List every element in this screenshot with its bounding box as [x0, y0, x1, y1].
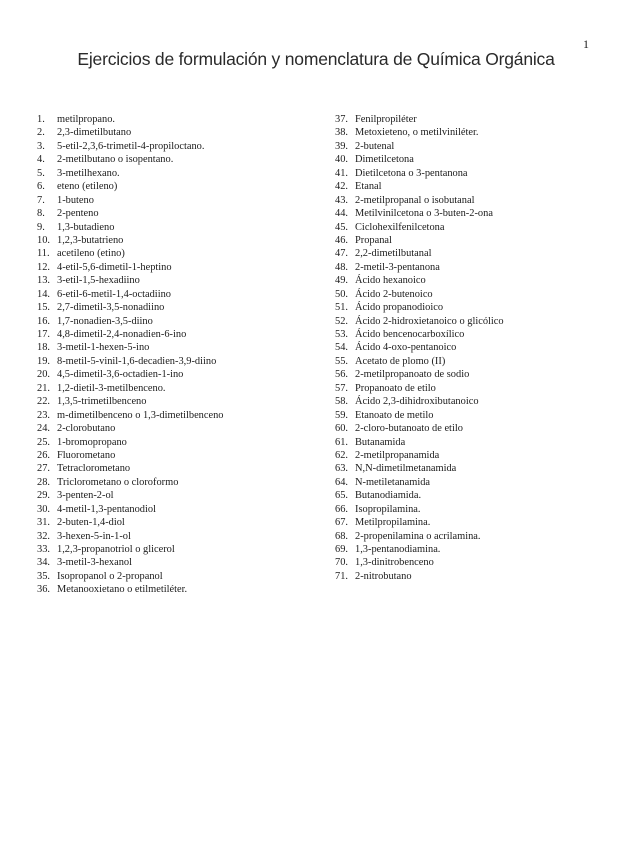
item-text: 1,3-pentanodiamina.	[355, 544, 441, 555]
list-item	[335, 328, 600, 341]
item-number: 44.	[335, 208, 348, 220]
list-item	[37, 207, 302, 220]
list-item	[37, 382, 302, 395]
item-text: Butanodiamida.	[355, 490, 422, 502]
list-item	[335, 436, 600, 449]
item-text: 2-propenilamina o acrilamina.	[355, 530, 481, 542]
item-number: 7.	[37, 194, 45, 206]
list-item	[335, 140, 600, 153]
item-text: 2-metilpropanoato de sodio	[355, 369, 470, 381]
item-text: N,N-dimetilmetanamida	[355, 463, 457, 475]
item-number: 40.	[335, 154, 348, 166]
item-number: 47.	[335, 248, 348, 260]
item-text: Metilvinilcetona o 3-buten-2-ona	[355, 208, 493, 220]
item-text: 3-metil-1-hexen-5-ino	[57, 342, 150, 354]
item-text: 1,3,5-trimetilbenceno	[57, 396, 147, 408]
item-number: 23.	[37, 409, 50, 421]
list-item	[335, 382, 600, 395]
list-item	[335, 113, 600, 126]
item-text: Etanoato de metilo	[355, 409, 434, 421]
item-text: Triclorometano o cloroformo	[57, 476, 179, 488]
item-text: 1-buteno	[57, 194, 94, 206]
exercise-list-right	[335, 113, 600, 583]
item-text: Fenilpropiléter	[355, 114, 417, 125]
list-item	[37, 583, 302, 596]
list-item	[335, 153, 600, 166]
item-number: 35.	[37, 570, 50, 582]
list-item	[335, 315, 600, 328]
item-number: 2.	[37, 127, 45, 139]
item-number: 62.	[335, 449, 348, 461]
item-number: 6.	[37, 181, 45, 193]
item-number: 64.	[335, 476, 348, 488]
item-text: 1,2,3-butatrieno	[57, 234, 124, 246]
item-text: 8-metil-5-vinil-1,6-decadien-3,9-diino	[57, 355, 217, 367]
item-text: 2-clorobutano	[57, 423, 116, 435]
item-text: Acetato de plomo (II)	[355, 355, 446, 367]
list-item	[37, 140, 302, 153]
item-number: 18.	[37, 342, 50, 354]
item-text: 2-metilpropanamida	[355, 449, 440, 461]
list-item	[37, 409, 302, 422]
item-number: 71.	[335, 570, 348, 582]
item-text: Isopropilamina.	[355, 503, 421, 515]
item-text: 6-etil-6-metil-1,4-octadiino	[57, 288, 171, 300]
exercise-list-left	[37, 113, 302, 597]
list-item	[37, 221, 302, 234]
list-item	[37, 530, 302, 543]
item-number: 38.	[335, 127, 348, 139]
list-item	[335, 221, 600, 234]
item-number: 15.	[37, 302, 50, 314]
list-item	[37, 153, 302, 166]
list-item	[37, 476, 302, 489]
item-text: N-metiletanamida	[355, 476, 431, 488]
list-item	[37, 503, 302, 516]
item-number: 27.	[37, 463, 50, 475]
list-item	[37, 422, 302, 435]
list-item	[335, 476, 600, 489]
item-number: 66.	[335, 503, 348, 515]
list-item	[37, 288, 302, 301]
item-text: Ácido propanodioico	[355, 302, 444, 314]
item-text: Ácido hexanoico	[355, 275, 426, 287]
item-number: 67.	[335, 517, 348, 529]
item-text: Isopropanol o 2-propanol	[57, 570, 163, 582]
item-number: 65.	[335, 490, 348, 502]
list-item	[335, 422, 600, 435]
list-item	[37, 395, 302, 408]
list-item	[335, 167, 600, 180]
item-number: 57.	[335, 382, 348, 394]
item-text: Dietilcetona o 3-pentanona	[355, 167, 468, 179]
list-item	[37, 328, 302, 341]
item-number: 45.	[335, 221, 348, 233]
item-text: 1,7-nonadien-3,5-diino	[57, 315, 153, 327]
list-item	[37, 516, 302, 529]
item-number: 33.	[37, 544, 50, 555]
item-number: 60.	[335, 423, 348, 435]
item-text: 2-metilbutano o isopentano.	[57, 154, 174, 166]
list-item	[335, 126, 600, 139]
list-item	[335, 207, 600, 220]
item-text: Ácido bencenocarboxílico	[355, 329, 465, 340]
item-text: 1,3-butadieno	[57, 221, 115, 233]
item-number: 32.	[37, 530, 50, 542]
list-item	[37, 234, 302, 247]
list-item	[37, 489, 302, 502]
list-item	[335, 449, 600, 462]
item-number: 19.	[37, 355, 50, 367]
item-number: 53.	[335, 329, 348, 340]
item-number: 10.	[37, 234, 50, 246]
item-text: Metilpropilamina.	[355, 517, 431, 529]
item-number: 28.	[37, 476, 50, 488]
item-text: Dimetilcetona	[355, 154, 414, 166]
item-text: Ácido 2-butenoico	[355, 288, 433, 300]
item-number: 51.	[335, 302, 348, 314]
list-item	[37, 315, 302, 328]
list-item	[335, 261, 600, 274]
list-item	[37, 341, 302, 354]
list-item	[335, 274, 600, 287]
item-number: 3.	[37, 140, 45, 152]
item-text: 2,7-dimetil-3,5-nonadiino	[57, 302, 165, 314]
list-item	[335, 395, 600, 408]
list-item	[335, 368, 600, 381]
item-text: 3-penten-2-ol	[57, 490, 114, 502]
item-text: 2-metilpropanal o isobutanal	[355, 194, 475, 206]
list-item	[335, 503, 600, 516]
list-item	[37, 180, 302, 193]
item-text: 3-metil-3-hexanol	[57, 557, 133, 569]
item-number: 48.	[335, 261, 348, 273]
item-number: 58.	[335, 396, 348, 408]
item-number: 11.	[37, 248, 50, 260]
list-item	[335, 234, 600, 247]
item-text: 1-bromopropano	[57, 436, 127, 448]
item-text: 1,3-dinitrobenceno	[355, 557, 434, 569]
list-item	[37, 113, 302, 126]
item-number: 59.	[335, 409, 348, 421]
item-number: 25.	[37, 436, 50, 448]
list-item	[335, 341, 600, 354]
list-item	[335, 355, 600, 368]
item-number: 1.	[37, 114, 45, 125]
page-title: Ejercicios de formulación y nomenclatura de Química Orgánica	[77, 49, 555, 69]
item-number: 14.	[37, 288, 50, 300]
item-text: Ácido 2,3-dihidroxibutanoico	[355, 396, 479, 408]
item-number: 29.	[37, 490, 50, 502]
item-text: Ciclohexilfenilcetona	[355, 221, 445, 233]
item-text: Metoxieteno, o metilviniléter.	[355, 127, 479, 139]
list-item	[37, 436, 302, 449]
item-text: Tetraclorometano	[57, 463, 131, 475]
item-text: 2-buten-1,4-diol	[57, 517, 125, 529]
list-item	[37, 247, 302, 260]
item-text: 2-metil-3-pentanona	[355, 261, 440, 273]
item-number: 70.	[335, 557, 348, 569]
item-text: 2-butenal	[355, 140, 395, 152]
item-number: 4.	[37, 154, 45, 166]
list-item	[335, 489, 600, 502]
item-text: 2-nitrobutano	[355, 570, 412, 582]
list-item	[37, 556, 302, 569]
list-item	[335, 409, 600, 422]
list-item	[37, 274, 302, 287]
list-item	[37, 543, 302, 556]
item-number: 63.	[335, 463, 348, 475]
item-text: acetileno (etino)	[57, 248, 125, 260]
list-item	[37, 301, 302, 314]
item-number: 16.	[37, 315, 50, 327]
item-text: 3-hexen-5-in-1-ol	[57, 530, 131, 542]
item-text: Fluorometano	[57, 449, 116, 461]
item-number: 13.	[37, 275, 50, 287]
item-number: 39.	[335, 140, 348, 152]
list-item	[37, 462, 302, 475]
item-number: 17.	[37, 329, 50, 340]
list-item	[335, 556, 600, 569]
item-text: Propanoato de etilo	[355, 382, 436, 394]
item-number: 31.	[37, 517, 50, 529]
item-text: m-dimetilbenceno o 1,3-dimetilbenceno	[57, 409, 224, 421]
item-number: 34.	[37, 557, 50, 569]
item-text: 4-metil-1,3-pentanodiol	[57, 503, 156, 515]
item-number: 54.	[335, 342, 348, 354]
item-number: 8.	[37, 208, 45, 220]
list-item	[335, 194, 600, 207]
item-number: 37.	[335, 114, 348, 125]
item-number: 56.	[335, 369, 348, 381]
list-item	[335, 301, 600, 314]
item-number: 20.	[37, 369, 50, 381]
item-text: 1,2,3-propanotriol o glicerol	[57, 544, 175, 555]
list-item	[37, 368, 302, 381]
item-text: 4,5-dimetil-3,6-octadien-1-ino	[57, 369, 184, 381]
item-number: 69.	[335, 544, 348, 555]
item-number: 49.	[335, 275, 348, 287]
item-number: 61.	[335, 436, 348, 448]
list-item	[37, 570, 302, 583]
item-number: 68.	[335, 530, 348, 542]
list-item	[335, 180, 600, 193]
item-number: 22.	[37, 396, 50, 408]
item-text: 2,2-dimetilbutanal	[355, 248, 432, 260]
item-number: 21.	[37, 382, 50, 394]
item-text: metilpropano.	[57, 114, 116, 125]
page-number: 1	[583, 37, 589, 51]
item-number: 55.	[335, 355, 348, 367]
item-number: 46.	[335, 234, 348, 246]
item-number: 43.	[335, 194, 348, 206]
list-item	[335, 543, 600, 556]
item-number: 24.	[37, 423, 50, 435]
list-item	[37, 449, 302, 462]
item-text: 4-etil-5,6-dimetil-1-heptino	[57, 261, 172, 273]
item-text: 2-penteno	[57, 208, 99, 220]
list-item	[335, 247, 600, 260]
item-text: eteno (etileno)	[57, 181, 118, 193]
list-item	[37, 126, 302, 139]
item-number: 5.	[37, 167, 45, 179]
list-item	[335, 570, 600, 583]
item-number: 42.	[335, 181, 348, 193]
item-number: 26.	[37, 449, 50, 461]
list-item	[335, 288, 600, 301]
item-number: 9.	[37, 221, 45, 233]
item-text: Ácido 4-oxo-pentanoico	[355, 342, 457, 354]
item-text: 2,3-dimetilbutano	[57, 127, 132, 139]
list-item	[335, 516, 600, 529]
item-text: 4,8-dimetil-2,4-nonadien-6-ino	[57, 329, 187, 340]
item-text: 3-etil-1,5-hexadiino	[57, 275, 140, 287]
item-number: 52.	[335, 315, 348, 327]
list-item	[335, 530, 600, 543]
item-text: Butanamida	[355, 436, 406, 448]
list-item	[37, 167, 302, 180]
item-text: 1,2-dietil-3-metilbenceno.	[57, 382, 166, 394]
list-item	[37, 261, 302, 274]
list-item	[37, 194, 302, 207]
item-text: 3-metilhexano.	[57, 167, 120, 179]
item-text: Metanooxietano o etilmetiléter.	[57, 584, 188, 596]
item-text: Etanal	[355, 181, 382, 193]
item-text: 2-cloro-butanoato de etilo	[355, 423, 463, 435]
item-number: 41.	[335, 167, 348, 179]
list-item	[37, 355, 302, 368]
item-number: 36.	[37, 584, 50, 596]
item-number: 50.	[335, 288, 348, 300]
item-number: 12.	[37, 261, 50, 273]
item-number: 30.	[37, 503, 50, 515]
item-text: Propanal	[355, 234, 392, 246]
list-item	[335, 462, 600, 475]
item-text: 5-etil-2,3,6-trimetil-4-propiloctano.	[57, 140, 205, 152]
item-text: Ácido 2-hidroxietanoico o glicólico	[355, 315, 504, 327]
